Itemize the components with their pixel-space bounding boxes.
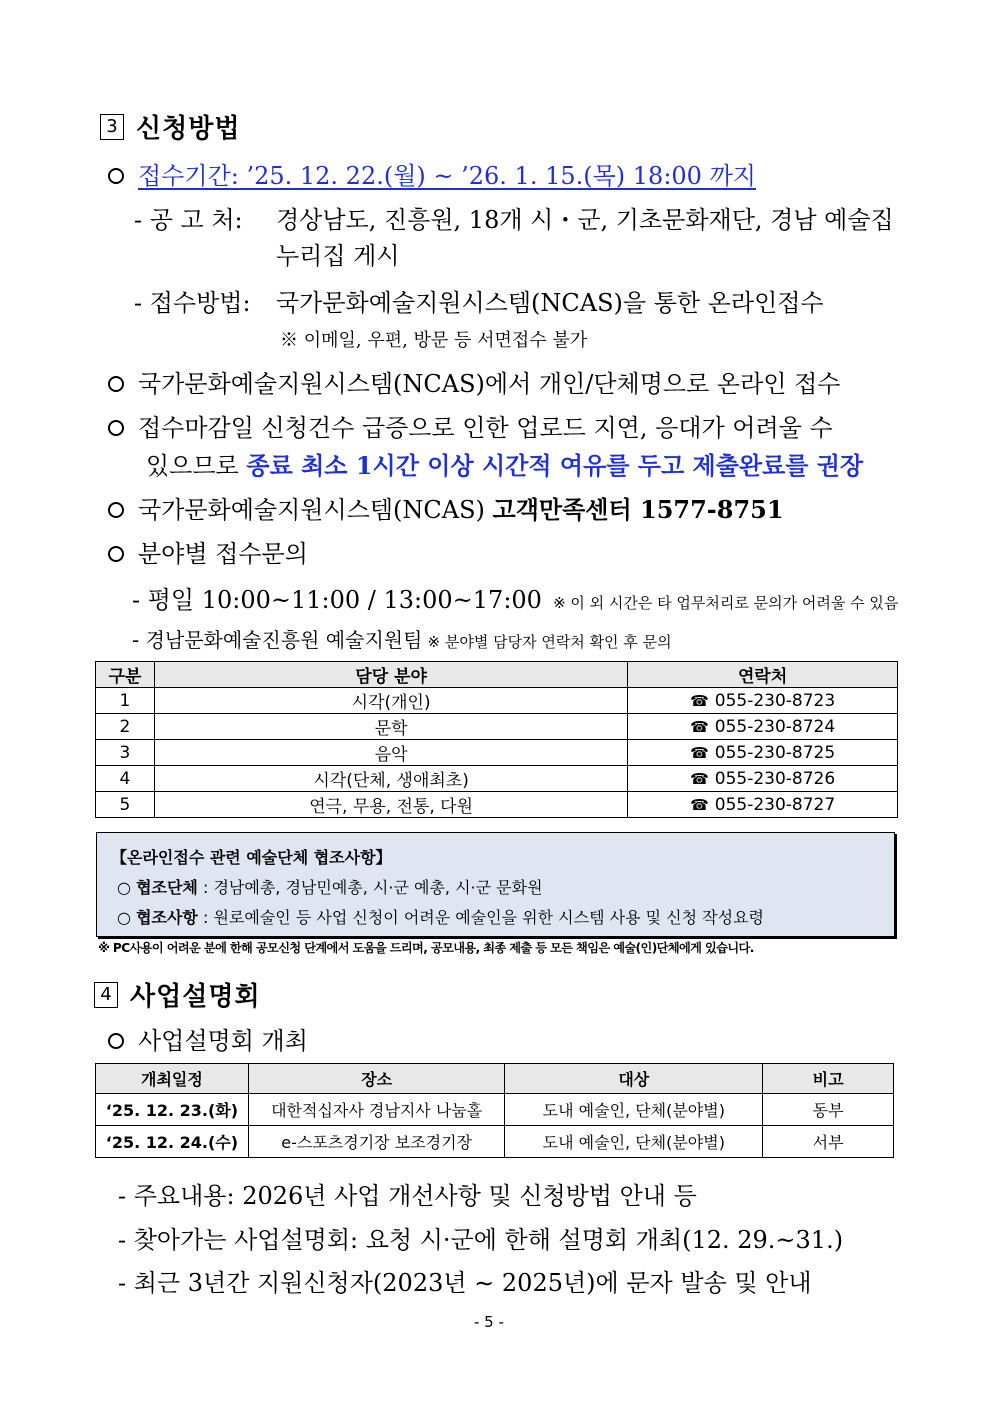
circle-bullet-icon	[108, 420, 124, 436]
hollow-circle-icon: ○	[117, 908, 131, 927]
circle-bullet-icon	[108, 546, 124, 562]
section-number: 3	[100, 114, 124, 140]
section-title: 사업설명회	[130, 982, 261, 1012]
note-cell: 서부	[763, 1126, 894, 1158]
header-cell: 비고	[763, 1064, 894, 1094]
announcement-label: - 공 고 처:	[134, 206, 243, 234]
field-cell: 문학	[154, 714, 627, 740]
phone-number: 055-230-8727	[714, 794, 836, 815]
circle-bullet-icon	[108, 502, 124, 518]
target-cell: 도내 예술인, 단체(분야별)	[505, 1094, 763, 1126]
table-header-row	[96, 662, 898, 688]
phone-icon: ☎	[690, 717, 709, 736]
phone-cell	[628, 688, 898, 714]
bullet-deadline-line2	[146, 446, 863, 481]
helpdesk-system: 국가문화예술지원시스템(NCAS)	[138, 496, 485, 524]
cooperation-footnote: ※ PC사용이 어려운 분에 한해 공모신청 단계에서 도움을 드리며, 공모내용, 최종 제출 등 모든 책임은 예술(인)단체에게 있습니다.	[98, 941, 754, 955]
page-number: - 5 -	[474, 1313, 504, 1331]
contact-table	[95, 661, 898, 818]
field-cell: 시각(단체, 생애최초)	[154, 766, 627, 792]
hours-text: - 평일 10:00~11:00 / 13:00~17:00	[132, 586, 542, 614]
team-note: ※ 분야별 담당자 연락처 확인 후 문의	[427, 633, 672, 651]
detail-line: - 찾아가는 사업설명회: 요청 시·군에 한해 설명회 개최(12. 29.~31.)	[118, 1226, 844, 1254]
item-value: : 원로예술인 등 사업 신청이 어려운 예술인을 위한 시스템 사용 및 신청 작성요령	[202, 908, 764, 927]
method-label: - 접수방법:	[134, 289, 251, 317]
table-row	[96, 1094, 894, 1126]
phone-icon: ☎	[690, 769, 709, 788]
phone-cell	[628, 766, 898, 792]
application-period: 접수기간: ’25. 12. 22.(월) ~ ’26. 1. 15.(목) 18:00 까지	[138, 162, 756, 190]
helpdesk-number: 고객만족센터 1577-8751	[492, 495, 784, 524]
field-cell: 음악	[154, 740, 627, 766]
deadline-recommendation: 종료 최소 1시간 이상 시간적 여유를 두고 제출완료를 권장	[246, 451, 864, 480]
venue-cell: 대한적십자사 경남지사 나눔홀	[248, 1094, 505, 1126]
bullet-online-text: 국가문화예술지원시스템(NCAS)에서 개인/단체명으로 온라인 접수	[138, 370, 841, 398]
bullet-inquiry-text: 분야별 접수문의	[138, 540, 308, 568]
target-cell: 도내 예술인, 단체(분야별)	[505, 1126, 763, 1158]
circle-bullet-icon	[108, 376, 124, 392]
team-text: - 경남문화예술진흥원 예술지원팀	[132, 628, 423, 652]
bullet-online-row	[108, 364, 840, 399]
item-value: : 경남예총, 경남민예총, 시·군 예총, 시·군 문화원	[202, 878, 543, 897]
row-number: 3	[96, 740, 155, 766]
cooperation-item-1	[117, 875, 543, 898]
announcement-value-1: 경상남도, 진흥원, 18개 시・군, 기초문화재단, 경남 예술집	[276, 206, 894, 234]
phone-cell	[628, 740, 898, 766]
note-cell: 동부	[763, 1094, 894, 1126]
method-value: 국가문화예술지원시스템(NCAS)을 통한 온라인접수	[276, 289, 824, 317]
phone-cell	[628, 792, 898, 818]
header-cell: 담당 분야	[154, 662, 627, 688]
header-cell: 연락처	[628, 662, 898, 688]
team-row	[132, 624, 672, 653]
cooperation-box	[96, 832, 895, 937]
row-number: 4	[96, 766, 155, 792]
field-cell: 시각(개인)	[154, 688, 627, 714]
detail-line: - 주요내용: 2026년 사업 개선사항 및 신청방법 안내 등	[118, 1182, 697, 1210]
phone-icon: ☎	[690, 795, 709, 814]
phone-number: 055-230-8723	[714, 690, 836, 711]
table-row	[96, 714, 898, 740]
table-row	[96, 792, 898, 818]
phone-icon: ☎	[690, 743, 709, 762]
bullet-deadline-row	[108, 408, 833, 443]
bullet-deadline-line1: 접수마감일 신청건수 급증으로 인한 업로드 지연, 응대가 어려울 수	[138, 414, 833, 442]
announcement-row	[134, 200, 243, 235]
deadline-plain: 있으므로	[146, 452, 239, 480]
phone-number: 055-230-8724	[714, 716, 836, 737]
section-4-heading	[94, 976, 261, 1013]
row-number: 2	[96, 714, 155, 740]
circle-bullet-icon	[108, 1033, 124, 1049]
table-row	[96, 1126, 894, 1158]
item-label: 협조단체	[136, 878, 198, 897]
header-cell: 개최일정	[96, 1064, 249, 1094]
row-number: 5	[96, 792, 155, 818]
row-number: 1	[96, 688, 155, 714]
hours-note: ※ 이 외 시간은 타 업무처리로 문의가 어려울 수 있음	[553, 594, 899, 612]
period-row	[108, 156, 756, 191]
bullet-briefing-text: 사업설명회 개최	[138, 1027, 308, 1055]
circle-bullet-icon	[108, 168, 124, 184]
date-cell: ‘25. 12. 23.(화)	[96, 1094, 249, 1126]
table-row	[96, 766, 898, 792]
header-cell: 구분	[96, 662, 155, 688]
method-note: ※ 이메일, 우편, 방문 등 서면접수 불가	[280, 330, 588, 351]
section-3-heading	[100, 108, 240, 145]
phone-icon: ☎	[690, 691, 709, 710]
section-number: 4	[94, 982, 118, 1008]
table-row	[96, 740, 898, 766]
header-cell: 장소	[248, 1064, 505, 1094]
cooperation-title: 【온라인접수 관련 예술단체 협조사항】	[111, 848, 392, 867]
detail-line: - 최근 3년간 지원신청자(2023년 ∼ 2025년)에 문자 발송 및 안내	[118, 1269, 812, 1297]
phone-cell	[628, 714, 898, 740]
venue-cell: e-스포츠경기장 보조경기장	[248, 1126, 505, 1158]
session-table	[95, 1063, 894, 1158]
table-header-row	[96, 1064, 894, 1094]
announcement-value-2: 누리집 게시	[276, 242, 400, 270]
field-cell: 연극, 무용, 전통, 다원	[154, 792, 627, 818]
hollow-circle-icon: ○	[117, 878, 131, 897]
phone-number: 055-230-8726	[714, 768, 836, 789]
date-cell: ‘25. 12. 24.(수)	[96, 1126, 249, 1158]
hours-row	[132, 580, 898, 615]
bullet-helpdesk-row	[108, 490, 784, 525]
header-cell: 대상	[505, 1064, 763, 1094]
bullet-inquiry-row	[108, 534, 308, 569]
table-row	[96, 688, 898, 714]
bullet-briefing-row	[108, 1021, 308, 1056]
cooperation-item-2	[117, 905, 764, 928]
phone-number: 055-230-8725	[714, 742, 836, 763]
item-label: 협조사항	[136, 908, 198, 927]
section-title: 신청방법	[136, 114, 241, 144]
